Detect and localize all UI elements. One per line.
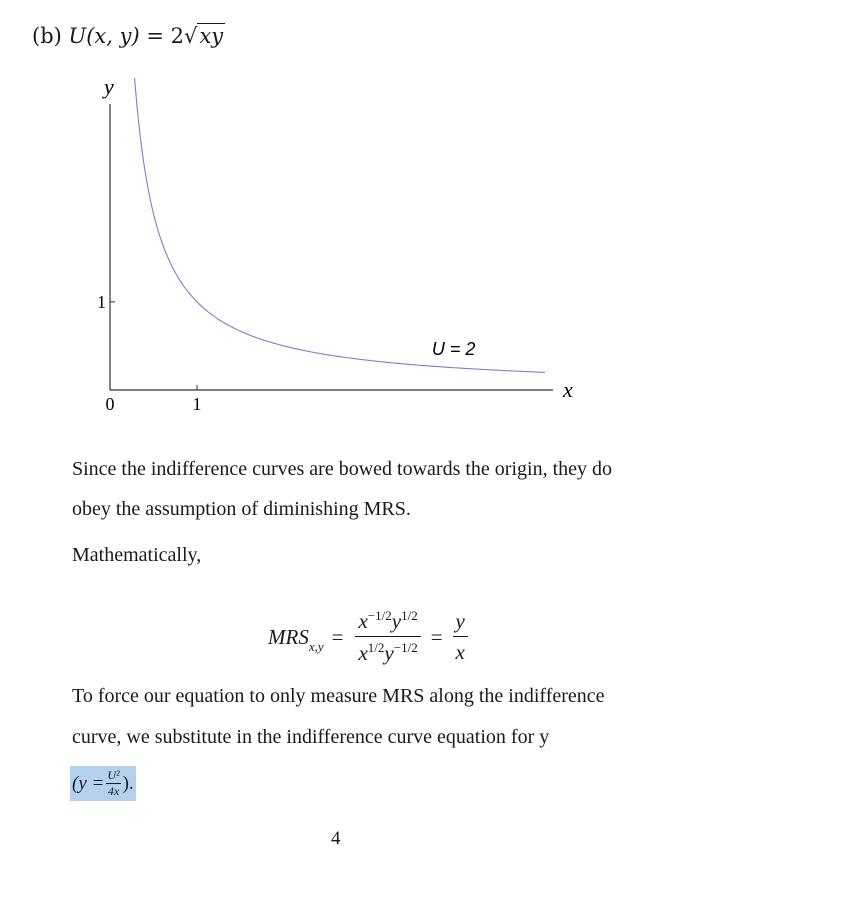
mrs-lhs: MRS: [268, 624, 309, 649]
equals-1: =: [331, 624, 344, 649]
paragraph-1-line-1: Since the indifference curves are bowed towards the origin, they do: [72, 458, 612, 480]
highlight-open: (y =: [72, 772, 105, 794]
simplified-fraction: [453, 609, 468, 665]
highlight-close: ).: [122, 772, 134, 794]
paragraph-3-line-1: To force our equation to only measure MRS along the indifference: [72, 685, 605, 707]
paragraph-1-line-2: obey the assumption of diminishing MRS.: [72, 498, 411, 520]
mrs-equation: [268, 608, 472, 666]
part-label: (b): [32, 24, 62, 48]
page-number: 4: [331, 828, 341, 849]
highlight-fraction: $\frac{\text{U²}}{4x}$: [107, 768, 120, 798]
function-lhs: U(x, y): [68, 24, 140, 48]
mrs-fraction: [355, 608, 420, 666]
mrs-denominator: $x^{1/2}y^{-1/2}$: [358, 640, 418, 665]
indifference-curve-chart: [60, 78, 600, 423]
x-axis-label: x: [563, 377, 573, 402]
simplified-numerator: y: [453, 609, 468, 637]
y-axis-label: y: [104, 78, 114, 99]
paragraph-2: Mathematically,: [72, 544, 202, 566]
coefficient: 2: [170, 24, 185, 48]
equals-2: =: [430, 624, 443, 649]
mrs-subscript: x,y: [308, 639, 324, 654]
highlighted-substitution[interactable]: [70, 766, 136, 801]
origin-label: 0: [105, 394, 115, 414]
equals-sign: =: [146, 24, 164, 48]
curve-label: U = 2: [431, 338, 476, 359]
indifference-curve-u2: [128, 78, 545, 372]
y-tick-label: 1: [97, 291, 106, 312]
mrs-numerator: $x^{-1/2}y^{1/2}$: [355, 608, 420, 637]
simplified-denominator: x: [455, 640, 465, 664]
paragraph-3-line-2: curve, we substitute in the indifference curve equation for y: [72, 726, 550, 748]
x-tick-label: 1: [192, 394, 202, 414]
radicand: xy: [199, 24, 224, 48]
sqrt-sign: √: [184, 24, 198, 48]
section-heading: [32, 24, 225, 48]
